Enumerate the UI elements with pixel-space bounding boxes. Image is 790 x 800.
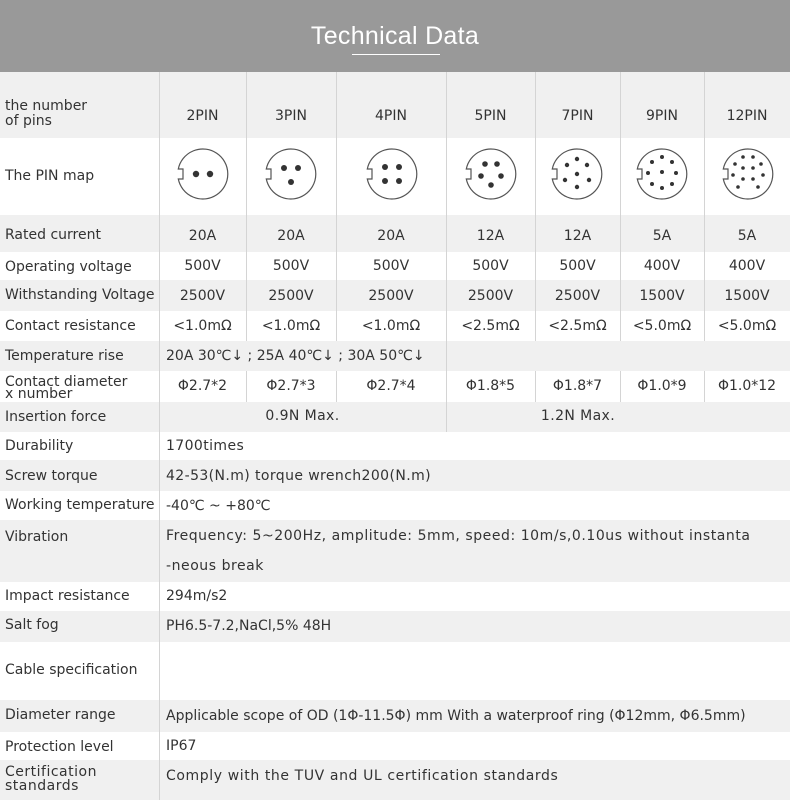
pin-map-7pin-icon bbox=[551, 148, 603, 200]
row-protection-bg bbox=[0, 732, 790, 760]
impact-resistance-value: 294m/s2 bbox=[166, 588, 228, 604]
contact-resistance-value: <1.0mΩ bbox=[261, 318, 321, 334]
contact-resistance-value: <1.0mΩ bbox=[361, 318, 421, 334]
certification-value: Comply with the TUV and UL certification standards bbox=[166, 768, 559, 784]
rated-current-value: 5A bbox=[737, 228, 757, 244]
contact-resistance-value: <5.0mΩ bbox=[632, 318, 692, 334]
pins-value: 12PIN bbox=[726, 108, 768, 124]
page-title: Technical Data bbox=[310, 22, 480, 50]
working-temperature-label: Working temperature bbox=[5, 497, 155, 513]
pins-value: 9PIN bbox=[646, 108, 678, 124]
pins-value: 7PIN bbox=[561, 108, 594, 124]
temperature-rise-label: Temperature rise bbox=[5, 348, 124, 364]
insertion-force-value: 1.2N Max. bbox=[540, 408, 616, 424]
contact-diameter-value: Φ1.8*5 bbox=[465, 378, 516, 394]
screw-torque-label: Screw torque bbox=[5, 468, 98, 484]
contact-resistance-value: <2.5mΩ bbox=[548, 318, 607, 334]
operating-voltage-label: Operating voltage bbox=[5, 259, 132, 275]
contact-resistance-value: <2.5mΩ bbox=[461, 318, 520, 334]
operating-voltage-value: 400V bbox=[643, 258, 681, 274]
title-underline bbox=[352, 54, 440, 55]
pins-label-line2: of pins bbox=[5, 113, 52, 129]
operating-voltage-value: 400V bbox=[728, 258, 766, 274]
diameter-range-value: Applicable scope of OD (1Φ-11.5Φ) mm With a waterproof ring (Φ12mm, Φ6.5mm) bbox=[166, 708, 746, 724]
operating-voltage-value: 500V bbox=[559, 258, 596, 274]
protection-level-value: IP67 bbox=[166, 738, 197, 754]
vibration-value-line1: Frequency: 5~200Hz, amplitude: 5mm, speed: 10m/s,0.10us without instanta bbox=[166, 528, 751, 544]
screw-torque-value: 42-53(N.m) torque wrench200(N.m) bbox=[166, 468, 431, 484]
rated-current-value: 20A bbox=[277, 228, 305, 244]
insertion-force-label: Insertion force bbox=[5, 409, 107, 425]
contact-diameter-label-line1: Contact diameter bbox=[5, 374, 128, 390]
working-temperature-value: -40℃ ~ +80℃ bbox=[166, 498, 271, 514]
contact-diameter-value: Φ2.7*3 bbox=[266, 378, 316, 394]
salt-fog-value: PH6.5-7.2,NaCl,5% 48H bbox=[166, 618, 332, 634]
rated-current-value: 12A bbox=[563, 228, 592, 244]
contact-resistance-label: Contact resistance bbox=[5, 318, 136, 334]
contact-diameter-value: Φ2.7*2 bbox=[177, 378, 228, 394]
rated-current-value: 20A bbox=[377, 228, 405, 244]
contact-diameter-value: Φ1.8*7 bbox=[552, 378, 603, 394]
row-durability-bg bbox=[0, 432, 790, 460]
pin-map-9pin-icon bbox=[636, 148, 688, 200]
rated-current-label: Rated current bbox=[5, 227, 101, 243]
rated-current-value: 20A bbox=[188, 228, 217, 244]
withstanding-voltage-value: 1500V bbox=[639, 288, 685, 304]
certification-label-line1: Certification bbox=[5, 764, 97, 780]
contact-diameter-value: Φ1.0*12 bbox=[717, 378, 777, 394]
rated-current-value: 5A bbox=[652, 228, 672, 244]
contact-resistance-value: <5.0mΩ bbox=[717, 318, 777, 334]
pin-map-3pin-icon bbox=[265, 148, 317, 200]
pin-map-4pin-icon bbox=[366, 148, 418, 200]
contact-resistance-value: <1.0mΩ bbox=[173, 318, 232, 334]
operating-voltage-value: 500V bbox=[372, 258, 410, 274]
cable-specification-label: Cable specification bbox=[5, 662, 138, 678]
pins-label-line1: the number bbox=[5, 98, 88, 114]
withstanding-voltage-value: 2500V bbox=[467, 288, 514, 304]
withstanding-voltage-label: Withstanding Voltage bbox=[5, 287, 155, 303]
operating-voltage-value: 500V bbox=[472, 258, 509, 274]
pinmap-label: The PIN map bbox=[5, 168, 95, 184]
durability-value: 1700times bbox=[166, 438, 245, 454]
withstanding-voltage-value: 1500V bbox=[724, 288, 770, 304]
withstanding-voltage-value: 2500V bbox=[179, 288, 226, 304]
certification-label-line2: standards bbox=[5, 778, 79, 794]
vibration-label: Vibration bbox=[5, 529, 69, 545]
row-saltfog-bg bbox=[0, 611, 790, 642]
rated-current-value: 12A bbox=[476, 228, 505, 244]
pins-value: 5PIN bbox=[474, 108, 507, 124]
operating-voltage-value: 500V bbox=[272, 258, 310, 274]
pins-value: 4PIN bbox=[375, 108, 407, 124]
contact-diameter-label-line2: x number bbox=[5, 386, 73, 402]
insertion-force-value: 0.9N Max. bbox=[265, 408, 340, 424]
withstanding-voltage-value: 2500V bbox=[268, 288, 314, 304]
vibration-value-line2: -neous break bbox=[166, 558, 264, 574]
divider-label bbox=[159, 72, 160, 800]
protection-level-label: Protection level bbox=[5, 739, 114, 755]
row-pins-bg bbox=[0, 72, 790, 138]
temperature-rise-value: 20A 30℃↓ ; 25A 40℃↓ ; 30A 50℃↓ bbox=[166, 348, 425, 364]
impact-resistance-label: Impact resistance bbox=[5, 588, 130, 604]
salt-fog-label: Salt fog bbox=[5, 617, 59, 633]
pin-map-5pin-icon bbox=[465, 148, 517, 200]
pins-value: 3PIN bbox=[275, 108, 307, 124]
contact-diameter-value: Φ1.0*9 bbox=[637, 378, 687, 394]
diameter-range-label: Diameter range bbox=[5, 707, 116, 723]
pin-map-2pin-icon bbox=[177, 148, 229, 200]
withstanding-voltage-value: 2500V bbox=[368, 288, 414, 304]
pin-map-12pin-icon bbox=[722, 148, 774, 200]
withstanding-voltage-value: 2500V bbox=[554, 288, 601, 304]
operating-voltage-value: 500V bbox=[184, 258, 221, 274]
contact-diameter-value: Φ2.7*4 bbox=[366, 378, 416, 394]
pins-value: 2PIN bbox=[186, 108, 219, 124]
durability-label: Durability bbox=[5, 438, 74, 454]
